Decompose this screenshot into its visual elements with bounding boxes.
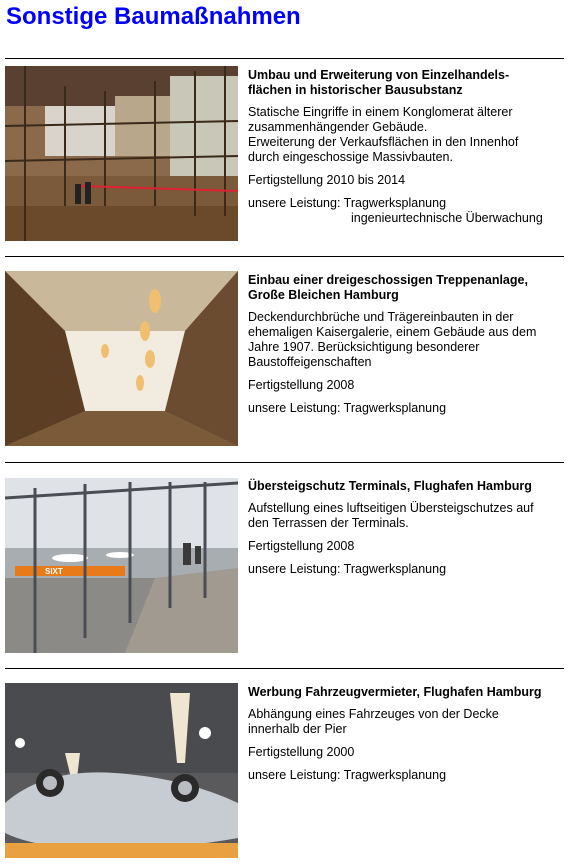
separator	[5, 668, 564, 669]
project-completion: Fertigstellung 2010 bis 2014	[248, 173, 406, 187]
separator	[5, 462, 564, 463]
project-text-3	[248, 479, 563, 585]
project-text-4	[248, 685, 563, 791]
construction-site-photo	[5, 66, 238, 241]
airport-terrace-photo	[5, 478, 238, 653]
project-title: Einbau einer dreigeschossigen Treppenanlage, Große Bleichen Hamburg	[248, 273, 528, 302]
project-completion: Fertigstellung 2008	[248, 539, 355, 553]
staircase-photo	[5, 271, 238, 446]
project-service: unsere Leistung: Tragwerksplanung	[248, 768, 447, 782]
project-description: Aufstellung eines luftseitigen Übersteigschutzes auf den Terrassen der Terminals.	[248, 501, 534, 530]
project-completion: Fertigstellung 2008	[248, 378, 355, 392]
sixt-logo: SIXT	[45, 567, 63, 576]
project-service: unsere Leistung: Tragwerksplanung ingenieurtechnische Überwachung	[248, 196, 543, 225]
project-description: Deckendurchbrüche und Trägereinbauten in der ehemaligen Kaisergalerie, einem Gebäude aus dem Jahre 1907. Berücksichtigung besonderer Baustoffeigenschaften	[248, 310, 537, 369]
project-service: unsere Leistung: Tragwerksplanung	[248, 401, 447, 415]
project-title: Werbung Fahrzeugvermieter, Flughafen Hamburg	[248, 685, 542, 699]
project-title: Umbau und Erweiterung von Einzelhandels- flächen in historischer Bausubstanz	[248, 68, 510, 97]
separator	[5, 58, 564, 59]
project-description: Abhängung eines Fahrzeuges von der Decke innerhalb der Pier	[248, 707, 499, 736]
project-service: unsere Leistung: Tragwerksplanung	[248, 562, 447, 576]
project-title: Übersteigschutz Terminals, Flughafen Hamburg	[248, 479, 532, 493]
project-text-2	[248, 273, 563, 424]
page-title: Sonstige Baumaßnahmen	[6, 3, 301, 30]
project-description: Statische Eingriffe in einem Konglomerat älterer zusammenhängender Gebäude. Erweiterung der Verkaufsflächen in den Innenhof durch eingeschossige Massivbauten.	[248, 105, 519, 164]
suspended-car-photo	[5, 683, 238, 858]
project-text-1	[248, 68, 563, 234]
project-completion: Fertigstellung 2000	[248, 745, 355, 759]
separator	[5, 256, 564, 257]
